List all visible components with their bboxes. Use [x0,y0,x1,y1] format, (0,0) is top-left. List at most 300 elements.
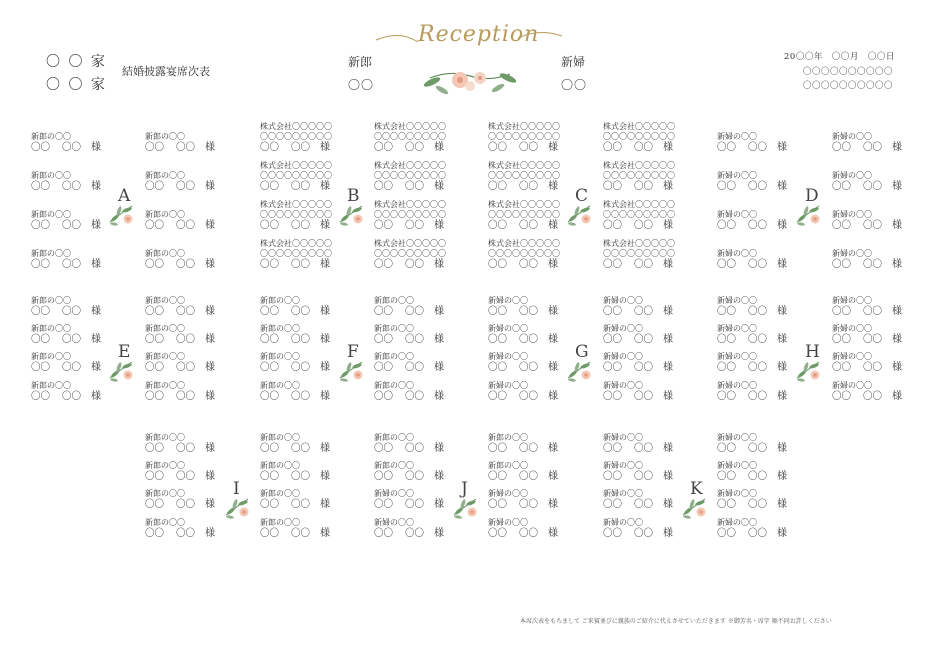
guest-affiliation: 新婦の〇〇 [603,489,643,498]
guest-family-name: 〇〇 [717,220,737,231]
guest-given-name: 〇〇 [62,362,82,373]
guest-honorific: 様 [91,391,102,402]
guest-honorific: 様 [434,142,445,153]
guest-family-name: 〇〇 [31,362,51,373]
guest-family-name: 〇〇 [31,142,51,153]
guest-honorific: 様 [892,334,903,345]
guest-given-name: 〇〇 [634,528,654,539]
guest-given-name: 〇〇 [405,471,425,482]
guest-family-name: 〇〇 [717,181,737,192]
guest-affiliation-detail: 〇〇〇〇〇〇〇〇〇 [603,171,675,180]
guest-family-name: 〇〇 [145,334,165,345]
guest-affiliation: 新郎の〇〇 [145,249,185,258]
guest-honorific: 様 [320,181,331,192]
guest-given-name: 〇〇 [405,528,425,539]
guest-honorific: 様 [205,181,216,192]
guest-name [31,363,141,373]
table-c-guest [603,161,713,192]
table-d-label: D [805,186,819,206]
table-a-label: A [118,186,131,206]
guest-family-name: 〇〇 [31,220,51,231]
guest-family-name: 〇〇 [145,528,165,539]
guest-affiliation: 株式会社〇〇〇〇〇 [260,200,332,209]
guest-affiliation-detail: 〇〇〇〇〇〇〇〇〇 [488,249,560,258]
guest-name [832,221,935,231]
guest-honorific: 様 [320,362,331,373]
table-d-guest [717,132,827,153]
guest-honorific: 様 [205,443,216,454]
guest-honorific: 様 [320,443,331,454]
guest-name [260,143,370,153]
table-f-guest [260,352,370,373]
table-e-guest [31,296,141,317]
guest-affiliation: 新婦の〇〇 [717,381,757,390]
guest-family-name: 〇〇 [832,220,852,231]
guest-honorific: 様 [663,499,674,510]
table-h-guest [717,352,827,373]
guest-family-name: 〇〇 [145,220,165,231]
table-j-guest [488,461,598,482]
guest-honorific: 様 [777,499,788,510]
guest-affiliation: 新郎の〇〇 [31,324,71,333]
guest-family-name: 〇〇 [260,391,280,402]
guest-affiliation: 株式会社〇〇〇〇〇 [374,122,446,131]
guest-honorific: 様 [320,259,331,270]
guest-name [832,335,935,345]
guest-affiliation: 株式会社〇〇〇〇〇 [260,161,332,170]
guest-given-name: 〇〇 [863,142,883,153]
guest-given-name: 〇〇 [62,181,82,192]
guest-family-name: 〇〇 [488,306,508,317]
guest-family-name: 〇〇 [603,181,623,192]
guest-given-name: 〇〇 [634,471,654,482]
guest-honorific: 様 [548,142,559,153]
table-d-guest [717,171,827,192]
guest-honorific: 様 [320,142,331,153]
guest-honorific: 様 [548,220,559,231]
guest-affiliation: 新郎の〇〇 [260,296,300,305]
guest-given-name: 〇〇 [176,334,196,345]
guest-given-name: 〇〇 [405,391,425,402]
guest-name [717,335,827,345]
guest-name [832,392,935,402]
guest-honorific: 様 [205,499,216,510]
table-e-label: E [118,342,131,362]
guest-given-name: 〇〇 [62,334,82,345]
guest-family-name: 〇〇 [374,220,394,231]
guest-name [145,363,255,373]
table-f-guest [374,352,484,373]
guest-family-name: 〇〇 [374,499,394,510]
guest-affiliation: 新郎の〇〇 [260,324,300,333]
guest-name [260,182,370,192]
guest-family-name: 〇〇 [603,443,623,454]
guest-affiliation-detail: 〇〇〇〇〇〇〇〇〇 [260,210,332,219]
guest-family-name: 〇〇 [717,306,737,317]
guest-honorific: 様 [548,443,559,454]
guest-family-name: 〇〇 [832,259,852,270]
table-h-guest [832,381,935,402]
guest-affiliation: 新郎の〇〇 [374,381,414,390]
guest-honorific: 様 [205,306,216,317]
guest-honorific: 様 [548,259,559,270]
guest-affiliation: 新郎の〇〇 [260,433,300,442]
guest-name [145,260,255,270]
guest-given-name: 〇〇 [519,181,539,192]
guest-affiliation: 株式会社〇〇〇〇〇 [374,200,446,209]
guest-family-name: 〇〇 [145,362,165,373]
guest-family-name: 〇〇 [488,220,508,231]
guest-family-name: 〇〇 [260,306,280,317]
guest-given-name: 〇〇 [176,443,196,454]
guest-honorific: 様 [205,391,216,402]
guest-honorific: 様 [777,306,788,317]
guest-honorific: 様 [663,334,674,345]
guest-affiliation: 新婦の〇〇 [717,433,757,442]
guest-given-name: 〇〇 [176,362,196,373]
table-h-guest [832,296,935,317]
guest-affiliation-detail: 〇〇〇〇〇〇〇〇〇 [374,210,446,219]
guest-honorific: 様 [548,471,559,482]
guest-affiliation: 新婦の〇〇 [488,381,528,390]
guest-family-name: 〇〇 [374,334,394,345]
guest-honorific: 様 [777,181,788,192]
guest-family-name: 〇〇 [374,391,394,402]
guest-given-name: 〇〇 [62,306,82,317]
guest-affiliation: 新郎の〇〇 [145,296,185,305]
guest-affiliation: 新郎の〇〇 [31,296,71,305]
table-d-guest [832,171,935,192]
guest-given-name: 〇〇 [176,391,196,402]
table-i-guest [145,461,255,482]
bride-label: 新婦 [561,55,586,69]
event-date: 20〇〇年 〇〇月 〇〇日 [784,52,895,62]
guest-family-name: 〇〇 [488,362,508,373]
venue-line-2: 〇〇〇〇〇〇〇〇〇〇 [803,81,894,91]
guest-given-name: 〇〇 [748,220,768,231]
guest-family-name: 〇〇 [603,499,623,510]
table-c-guest [603,200,713,231]
guest-affiliation: 新婦の〇〇 [603,433,643,442]
guest-honorific: 様 [892,306,903,317]
table-g-guest [603,296,713,317]
table-e-guest [145,324,255,345]
table-a-guest [145,132,255,153]
guest-name [374,363,484,373]
guest-given-name: 〇〇 [176,142,196,153]
table-j-guest [374,489,484,510]
guest-family-name: 〇〇 [374,471,394,482]
guest-honorific: 様 [205,259,216,270]
guest-family-name: 〇〇 [374,528,394,539]
guest-name [603,472,713,482]
table-g-guest [603,381,713,402]
guest-affiliation: 新婦の〇〇 [488,324,528,333]
guest-given-name: 〇〇 [405,220,425,231]
guest-affiliation: 新婦の〇〇 [603,296,643,305]
guest-family-name: 〇〇 [374,142,394,153]
guest-name [260,472,370,482]
guest-honorific: 様 [320,499,331,510]
guest-given-name: 〇〇 [291,499,311,510]
guest-given-name: 〇〇 [519,259,539,270]
table-h-label: H [805,342,820,362]
guest-honorific: 様 [548,391,559,402]
reception-flourish-icon [370,20,570,100]
guest-name [603,500,713,510]
guest-given-name: 〇〇 [176,499,196,510]
guest-affiliation: 新郎の〇〇 [374,296,414,305]
guest-honorific: 様 [777,362,788,373]
table-c-label: C [575,186,589,206]
guest-name [717,472,827,482]
guest-affiliation: 新婦の〇〇 [717,296,757,305]
guest-name [603,143,713,153]
table-i-guest [260,518,370,539]
guest-name [260,221,370,231]
guest-given-name: 〇〇 [634,142,654,153]
guest-affiliation: 新婦の〇〇 [832,352,872,361]
guest-family-name: 〇〇 [603,528,623,539]
guest-family-name: 〇〇 [832,306,852,317]
guest-given-name: 〇〇 [748,334,768,345]
guest-name [145,529,255,539]
table-j-guest [374,461,484,482]
guest-affiliation: 株式会社〇〇〇〇〇 [488,239,560,248]
guest-name [31,143,141,153]
guest-affiliation-detail: 〇〇〇〇〇〇〇〇〇 [374,171,446,180]
guest-name [374,529,484,539]
table-b-guest [260,239,370,270]
guest-family-name: 〇〇 [260,181,280,192]
venue-line-1: 〇〇〇〇〇〇〇〇〇〇 [803,67,894,77]
guest-family-name: 〇〇 [603,334,623,345]
guest-affiliation: 新婦の〇〇 [717,352,757,361]
table-f-label: F [347,342,359,362]
guest-family-name: 〇〇 [260,142,280,153]
guest-family-name: 〇〇 [603,220,623,231]
guest-given-name: 〇〇 [863,391,883,402]
guest-affiliation: 新婦の〇〇 [488,296,528,305]
guest-affiliation-detail: 〇〇〇〇〇〇〇〇〇 [374,249,446,258]
guest-affiliation: 新婦の〇〇 [832,171,872,180]
guest-given-name: 〇〇 [405,334,425,345]
guest-name [374,444,484,454]
guest-family-name: 〇〇 [717,443,737,454]
guest-affiliation: 新郎の〇〇 [145,489,185,498]
guest-family-name: 〇〇 [603,391,623,402]
groom-label: 新郎 [348,55,373,69]
guest-given-name: 〇〇 [519,391,539,402]
guest-affiliation-detail: 〇〇〇〇〇〇〇〇〇 [488,171,560,180]
guest-given-name: 〇〇 [291,259,311,270]
guest-affiliation: 新郎の〇〇 [31,249,71,258]
table-b-guest [374,239,484,270]
guest-family-name: 〇〇 [488,443,508,454]
guest-honorific: 様 [548,334,559,345]
guest-honorific: 様 [777,220,788,231]
guest-given-name: 〇〇 [748,391,768,402]
guest-affiliation: 新婦の〇〇 [832,296,872,305]
guest-honorific: 様 [548,181,559,192]
guest-honorific: 様 [892,220,903,231]
guest-given-name: 〇〇 [176,528,196,539]
guest-name [832,307,935,317]
guest-given-name: 〇〇 [634,259,654,270]
guest-name [374,392,484,402]
guest-family-name: 〇〇 [145,471,165,482]
guest-affiliation: 新婦の〇〇 [717,210,757,219]
table-g-guest [488,381,598,402]
table-b-guest [374,200,484,231]
guest-family-name: 〇〇 [145,306,165,317]
guest-given-name: 〇〇 [291,528,311,539]
guest-honorific: 様 [91,306,102,317]
table-f-guest [374,324,484,345]
guest-family-name: 〇〇 [260,528,280,539]
guest-family-name: 〇〇 [488,142,508,153]
guest-affiliation: 株式会社〇〇〇〇〇 [603,161,675,170]
guest-given-name: 〇〇 [634,391,654,402]
guest-given-name: 〇〇 [519,362,539,373]
table-k-label: K [690,479,703,499]
table-b-guest [260,200,370,231]
guest-family-name: 〇〇 [603,471,623,482]
guest-family-name: 〇〇 [717,391,737,402]
document-title: 結婚披露宴席次表 [122,65,210,78]
guest-name [717,392,827,402]
guest-affiliation: 新郎の〇〇 [31,352,71,361]
table-g-guest [488,296,598,317]
table-e-guest [31,381,141,402]
guest-affiliation: 新婦の〇〇 [717,324,757,333]
guest-given-name: 〇〇 [748,259,768,270]
guest-name [603,260,713,270]
guest-family-name: 〇〇 [603,362,623,373]
guest-affiliation-detail: 〇〇〇〇〇〇〇〇〇 [488,132,560,141]
guest-affiliation: 新郎の〇〇 [260,461,300,470]
guest-affiliation: 新郎の〇〇 [260,352,300,361]
guest-family-name: 〇〇 [488,334,508,345]
guest-affiliation: 新婦の〇〇 [717,171,757,180]
guest-name [603,182,713,192]
table-b-guest [260,122,370,153]
guest-name [31,182,141,192]
guest-honorific: 様 [434,391,445,402]
guest-affiliation: 株式会社〇〇〇〇〇 [603,200,675,209]
table-k-guest [717,489,827,510]
guest-name [488,260,598,270]
guest-family-name: 〇〇 [31,334,51,345]
guest-family-name: 〇〇 [488,499,508,510]
guest-family-name: 〇〇 [31,391,51,402]
guest-name [31,307,141,317]
guest-name [31,335,141,345]
guest-name [145,472,255,482]
guest-name [145,500,255,510]
table-f-guest [260,381,370,402]
guest-name [374,500,484,510]
guest-honorific: 様 [91,142,102,153]
guest-name [145,143,255,153]
guest-affiliation: 新郎の〇〇 [31,381,71,390]
guest-family-name: 〇〇 [374,259,394,270]
bride-name: 〇〇 [561,78,588,92]
guest-honorific: 様 [777,334,788,345]
table-b-guest [374,161,484,192]
guest-family-name: 〇〇 [488,471,508,482]
table-c-guest [603,122,713,153]
guest-name [374,307,484,317]
guest-given-name: 〇〇 [291,391,311,402]
guest-given-name: 〇〇 [519,142,539,153]
guest-affiliation-detail: 〇〇〇〇〇〇〇〇〇 [603,210,675,219]
guest-honorific: 様 [777,528,788,539]
table-a-guest [145,171,255,192]
guest-given-name: 〇〇 [176,306,196,317]
guest-given-name: 〇〇 [863,362,883,373]
guest-honorific: 様 [320,471,331,482]
guest-family-name: 〇〇 [832,391,852,402]
guest-family-name: 〇〇 [260,471,280,482]
guest-affiliation: 新婦の〇〇 [717,461,757,470]
guest-affiliation: 新郎の〇〇 [145,210,185,219]
guest-family-name: 〇〇 [603,142,623,153]
guest-honorific: 様 [548,528,559,539]
guest-given-name: 〇〇 [519,334,539,345]
guest-honorific: 様 [663,306,674,317]
guest-given-name: 〇〇 [62,259,82,270]
guest-name [260,363,370,373]
guest-honorific: 様 [777,142,788,153]
table-h-guest [717,381,827,402]
guest-honorific: 様 [320,220,331,231]
guest-affiliation: 新郎の〇〇 [145,324,185,333]
table-k-guest [603,518,713,539]
guest-honorific: 様 [663,443,674,454]
table-f-guest [260,324,370,345]
guest-affiliation: 新郎の〇〇 [31,210,71,219]
table-d-guest [717,210,827,231]
guest-affiliation: 新婦の〇〇 [832,324,872,333]
guest-affiliation: 株式会社〇〇〇〇〇 [374,239,446,248]
table-c-guest [488,239,598,270]
guest-given-name: 〇〇 [291,306,311,317]
guest-family-name: 〇〇 [31,181,51,192]
guest-name [717,529,827,539]
guest-honorific: 様 [892,181,903,192]
guest-affiliation: 新郎の〇〇 [374,352,414,361]
guest-honorific: 様 [91,362,102,373]
guest-affiliation: 新郎の〇〇 [145,171,185,180]
guest-honorific: 様 [91,181,102,192]
table-j-guest [488,489,598,510]
table-a-guest [31,210,141,231]
guest-affiliation: 新郎の〇〇 [145,433,185,442]
table-a-guest [31,249,141,270]
guest-name [717,182,827,192]
guest-name [717,307,827,317]
guest-family-name: 〇〇 [488,528,508,539]
guest-affiliation: 株式会社〇〇〇〇〇 [603,122,675,131]
table-a-guest [31,171,141,192]
guest-affiliation-detail: 〇〇〇〇〇〇〇〇〇 [488,210,560,219]
guest-given-name: 〇〇 [291,362,311,373]
table-i-guest [145,433,255,454]
guest-name [832,143,935,153]
guest-affiliation: 株式会社〇〇〇〇〇 [260,239,332,248]
table-e-guest [31,352,141,373]
